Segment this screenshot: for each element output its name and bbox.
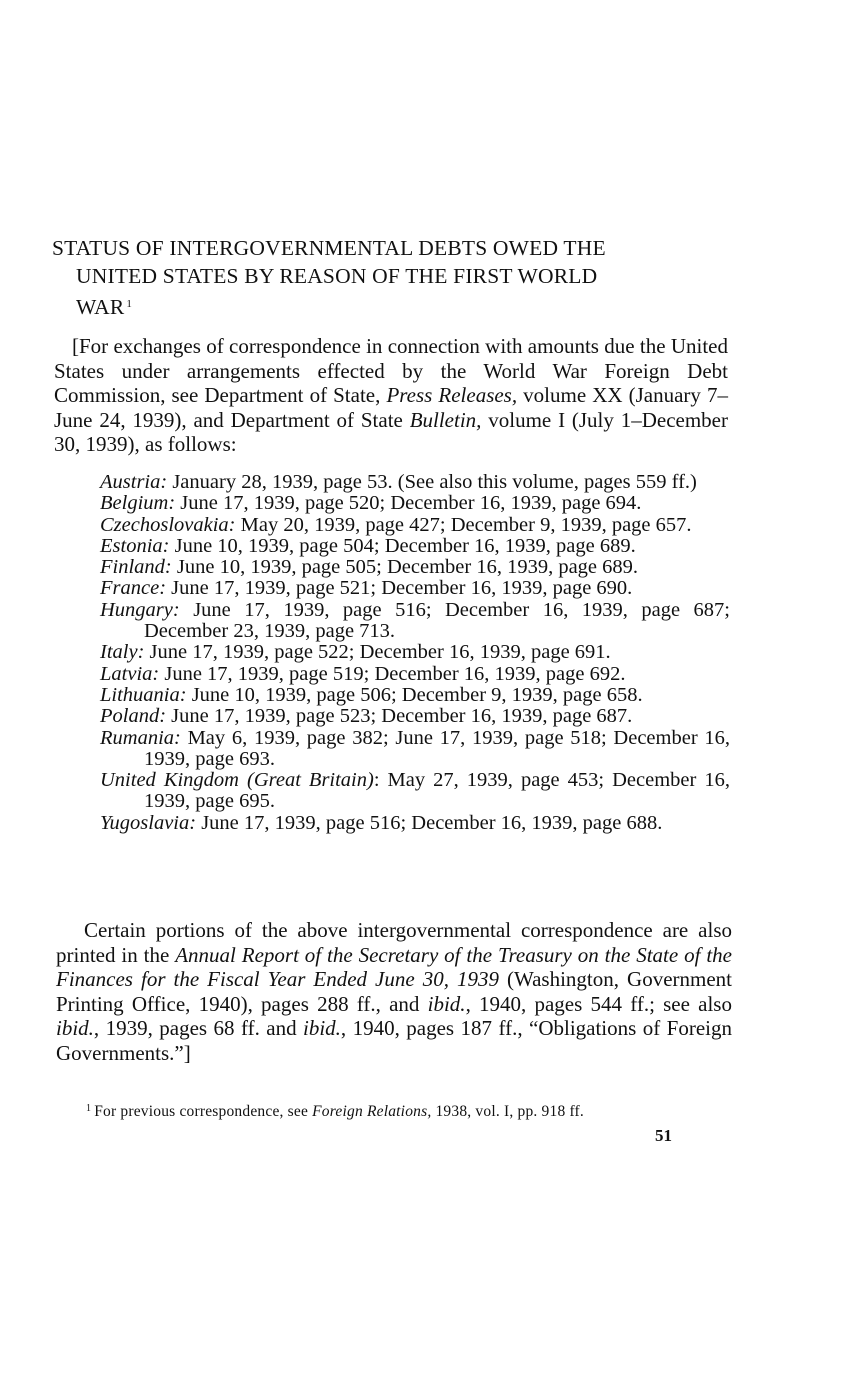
country-entry-list: [100, 472, 730, 834]
country-entry: [100, 472, 730, 493]
closing-part-2: (Washington, Government Printing Office, 1940), pages 288 ff., and: [56, 967, 732, 1016]
footnote-part-2: 1938, vol. I, pp. 918 ff.: [431, 1103, 584, 1120]
footnote-mark: 1: [86, 1103, 92, 1114]
closing-text: [56, 918, 732, 1066]
intro-part-1: [For exchanges of correspondence in connection with amounts due the United States under arrangements effected by the World War Foreign Debt Commission, see Department of State,: [54, 334, 728, 407]
country-entry: [100, 685, 730, 706]
closing-part-4: , 1939, pages 68 ff. and: [93, 1016, 303, 1041]
country-name: Austria:: [100, 471, 168, 493]
country-entry: [100, 515, 730, 536]
country-name: Czechoslovakia:: [100, 513, 236, 536]
country-entry: [100, 600, 730, 643]
country-entry: [100, 493, 730, 514]
country-name: Finland:: [100, 556, 172, 579]
country-entry: [100, 578, 730, 599]
entry-text: : May 27, 1939, page 453; December 16, 1939, page 695.: [144, 769, 730, 813]
title-line-3-text: WAR: [76, 295, 125, 319]
intro-text: [54, 334, 728, 457]
entry-text: June 17, 1939, page 516; December 16, 1939, page 688.: [196, 811, 663, 834]
country-entry: [100, 728, 730, 771]
country-name: Yugoslavia:: [100, 811, 197, 834]
closing-paragraph: [56, 918, 732, 1066]
country-name: Latvia:: [100, 662, 160, 685]
entry-text: June 10, 1939, page 506; December 9, 1939, page 658.: [186, 683, 643, 706]
intro-paragraph: [54, 334, 728, 457]
country-name: United Kingdom (Great Britain): [100, 769, 374, 792]
footnote: [86, 1099, 736, 1122]
country-entry: [100, 770, 730, 813]
bulletin-title: Bulletin,: [409, 407, 482, 432]
country-entry: [100, 557, 730, 578]
entry-text: May 6, 1939, page 382; June 17, 1939, page 518; December 16, 1939, page 693.: [144, 726, 730, 770]
foreign-relations-title: Foreign Relations,: [312, 1103, 432, 1120]
country-entry: [100, 642, 730, 663]
title-line-2: UNITED STATES BY REASON OF THE FIRST WORLD: [76, 264, 598, 288]
closing-part-5: , 1940, pages 187 ff., “Obligations of Foreign Governments.”]: [56, 1016, 732, 1065]
page-title: [52, 234, 732, 321]
title-line-3: [52, 290, 732, 321]
entry-text: June 17, 1939, page 521; December 16, 1939, page 690.: [166, 577, 633, 600]
country-entry: [100, 536, 730, 557]
country-name: Poland:: [100, 705, 167, 728]
entry-text: June 17, 1939, page 522; December 16, 1939, page 691.: [144, 641, 611, 664]
country-entry: [100, 664, 730, 685]
entry-text: June 17, 1939, page 523; December 16, 1939, page 687.: [166, 705, 633, 728]
footnote-part-1: For previous correspondence, see: [94, 1103, 313, 1120]
entry-text: June 17, 1939, page 516; December 16, 1939, page 687; December 23, 1939, page 713.: [144, 598, 730, 643]
country-entry: [100, 706, 730, 727]
entry-text: June 17, 1939, page 519; December 16, 1939, page 692.: [159, 662, 626, 685]
intro-part-2: volume XX (January 7–June 24, 1939), and Department of State: [54, 383, 728, 432]
title-line-1: STATUS OF INTERGOVERNMENTAL DEBTS OWED THE: [52, 236, 606, 260]
closing-part-3: , 1940, pages 544 ff.; see also: [465, 991, 732, 1016]
annual-report-title: Annual Report of the Secretary of the Treasury on the State of the Finances for the Fiscal Year Ended June 30, 1939: [56, 942, 733, 992]
entry-text: May 20, 1939, page 427; December 9, 1939, page 657.: [235, 513, 692, 536]
country-name: France:: [100, 577, 167, 600]
ibid-1: ibid.: [427, 991, 466, 1016]
country-name: Lithuania:: [100, 683, 187, 706]
intro-part-3: volume I (July 1–December 30, 1939), as follows:: [54, 407, 728, 456]
country-name: Hungary:: [100, 598, 180, 621]
closing-part-1: Certain portions of the above intergovernmental correspondence are also printed in the: [56, 918, 732, 967]
entry-text: June 17, 1939, page 520; December 16, 1939, page 694.: [175, 492, 642, 515]
footnote-reference: 1: [126, 298, 133, 310]
page-number: 51: [655, 1126, 672, 1145]
entry-text: June 10, 1939, page 504; December 16, 1939, page 689.: [169, 534, 636, 557]
country-name: Italy:: [100, 641, 145, 664]
country-name: Estonia:: [100, 534, 170, 557]
press-releases-title: Press Releases,: [386, 383, 518, 407]
entry-text: June 10, 1939, page 505; December 16, 1939, page 689.: [171, 556, 639, 579]
country-name: Belgium:: [100, 492, 176, 515]
ibid-2: ibid.: [56, 1016, 94, 1041]
country-entry: [100, 813, 730, 834]
entry-text: January 28, 1939, page 53. (See also this volume, pages 559 ff.): [167, 471, 697, 493]
ibid-3: ibid.: [303, 1016, 341, 1041]
country-name: Rumania:: [100, 726, 181, 749]
